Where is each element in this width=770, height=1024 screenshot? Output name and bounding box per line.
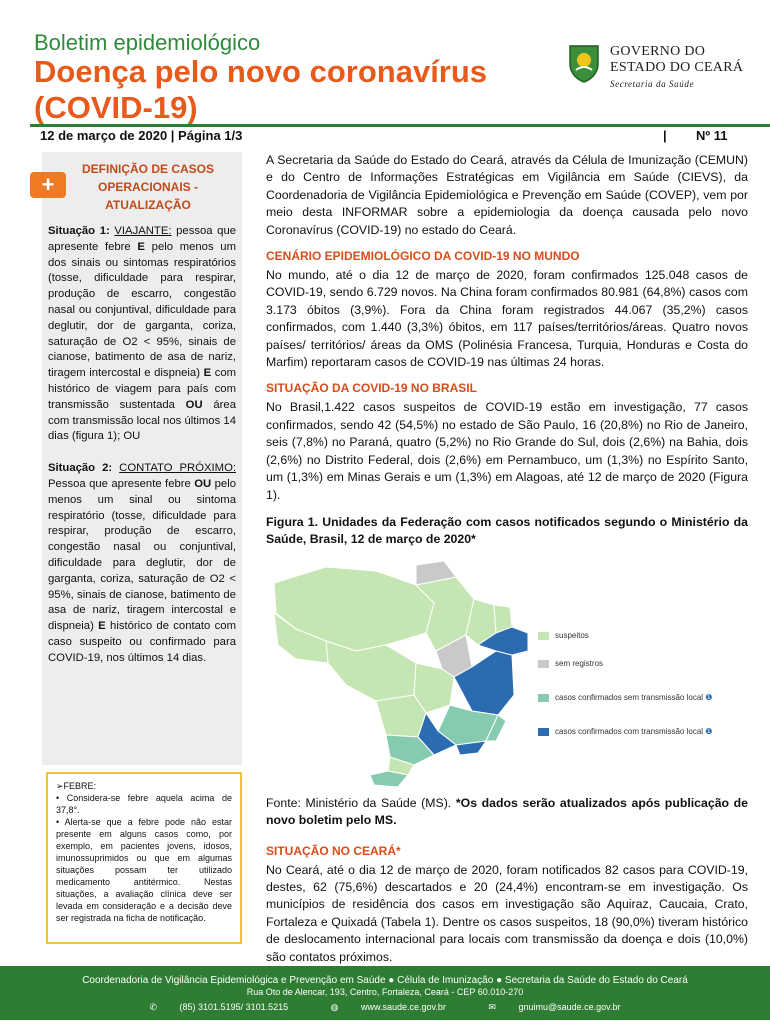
legend-item-com-transmissao: [538, 727, 758, 736]
situation-1-text-e: com histórico de viagem para país com transmissão sustentada: [48, 367, 237, 411]
map-region-mato-grosso-sul: [376, 695, 426, 737]
situation-2-term: CONTATO PRÓXIMO:: [119, 462, 236, 475]
gov-line1: GOVERNO DO: [610, 44, 706, 59]
figure-source: [266, 795, 748, 830]
situation-1-text-c: pelo menos um dos sinais ou sintomas respiratórios (tosse, dificuldade para respirar, produção de escarro, congestão nasal ou conjuntival, dificuldade para deglutir, dor de garganta, coriza, saturação de O2 < 95%, sinais de cianose, batimento de asa de nariz, tiragem intercostal e dispneia): [48, 240, 237, 380]
intro-paragraph: A Secretaria da Saúde do Estado do Ceará, através da Célula de Imunização (CEMUN) e do Centro de Informações Estratégicas em Vigilância em Saúde (CIEVS), da Coordenadoria de Vigilância Epidemiológica e Prevenção em Saúde (COVEP), vem por meio desta INFORMAR sobre a epidemiologia da doença causada pelo novo Coronavírus (COVID-19) no estado do Ceará.: [266, 153, 748, 237]
bulletin-number: Nº 11: [696, 128, 728, 143]
government-logo: [560, 40, 760, 90]
legend-swatch-sem-transmissao: [538, 694, 549, 702]
legend-label-com-transmissao: casos confirmados com transmissão local: [555, 726, 704, 736]
heading-ceara: SITUAÇÃO NO CEARÁ*: [266, 843, 401, 858]
site-text[interactable]: www.saude.ce.gov.br: [361, 1002, 446, 1012]
febre-item-2: • Alerta-se que a febre pode não estar presente em alguns casos como, por exemplo, em pacientes jovens, idosos, imunossuprimidos ou que em algumas situações possam ter utilizado medicamento antitérmico. Nestas situações, a avaliação clínica deve ser levada em consideração e a decisão deve ser registrada na ficha de notificação.: [56, 817, 232, 923]
world-paragraph: No mundo, até o dia 12 de março de 2020, foram confirmados 125.048 casos de COVID-19, sendo 6.729 novos. Na China foram confirmados 80.981 (64,8%) casos com 3.173 óbitos (3,9%). Fora da China foram registrados 44.067 (35,2%) casos confirmados, com 1.440 (3,3%) óbitos, em 117 países/territórios/áreas. Quatro novos países/ territórios/ áreas da OMS (Polinésia Francesa, Turquia, Honduras e Costa do Marfim) reportaram casos de COVID-19 nas últimas 24 horas.: [266, 268, 748, 370]
figure-source-a: Fonte: Ministério da Saúde (MS).: [266, 795, 452, 810]
email-text[interactable]: gnuimu@saude.ce.gov.br: [518, 1002, 621, 1012]
sidebar-title: DEFINIÇÃO DE CASOS OPERACIONAIS - ATUALIZAÇÃO: [81, 162, 214, 212]
page-title: Doença pelo novo coronavírus (COVID-19): [34, 54, 488, 125]
ceara-crest-icon: [566, 42, 602, 84]
info-icon: ❶: [705, 726, 713, 736]
legend-label-sem-transmissao: casos confirmados sem transmissão local: [555, 692, 704, 702]
figure-caption: Figura 1. Unidades da Federação com casos notificados segundo o Ministério da Saúde, Brasil, 12 de março de 2020*: [266, 514, 748, 547]
legend-label-sem-registros: sem registros: [555, 658, 604, 668]
footer-line1: Coordenadoria de Vigilância Epidemiológica e Prevenção em Saúde ● Célula de Imunização ● Secretaria da Saúde do Estado do Ceará: [82, 975, 688, 986]
legend-label-suspeitos: suspeitos: [555, 630, 589, 640]
legend-item-sem-transmissao: [538, 693, 758, 702]
dateline-separator: |: [663, 128, 667, 143]
situation-2-text-a: Pessoa que apresente febre: [48, 477, 191, 490]
heading-brasil: SITUAÇÃO DA COVID-19 NO BRASIL: [266, 381, 477, 396]
phone-icon: ✆: [149, 1002, 158, 1012]
email-icon: ✉: [488, 1002, 496, 1012]
situation-2-label: Situação 2:: [48, 462, 113, 475]
footer-bar: [0, 966, 770, 1020]
phone-contact: [139, 1002, 298, 1012]
main-column: [266, 152, 748, 966]
legend-swatch-suspeitos: [538, 632, 549, 640]
brazil-map: [266, 555, 536, 787]
globe-icon: ◍: [330, 1002, 339, 1012]
map-region-rio-grande-sul: [370, 771, 408, 787]
figure-source-b: *Os dados serão atualizados após publicação de novo boletim pelo MS.: [266, 795, 749, 828]
situation-1-text-a: pessoa que apresente febre: [48, 225, 237, 253]
situation-1-text-g: área com transmissão local nos últimos 14 dias (figura 1); OU: [48, 398, 236, 443]
brasil-paragraph: No Brasil,1.422 casos suspeitos de COVID-19 estão em investigação, 77 casos confirmados, sendo 42 (54,5%) no estado de São Paulo, 16 (20,8%) no Rio de Janeiro, seis (7,8%) no Paraná, quatro (5,2%) no Rio Grande do Sul, dois (2,6%) na Bahia, dois (2,6%) no Distrito Federal, dois (2,6%) em Pernambuco, um (1,3%) no Espírito Santo, um (1,3%) em Minas Gerais e um (1,3%) em Alagoas, até 12 de março de 2020 (Figura 1).: [266, 400, 748, 502]
situation-1-text-d: E: [203, 367, 212, 380]
heading-world: CENÁRIO EPIDEMIOLÓGICO DA COVID-19 NO MUNDO: [266, 249, 580, 264]
info-icon: ❶: [705, 692, 713, 702]
situation-1-label: Situação 1:: [48, 225, 110, 237]
situation-1-text-f: OU: [185, 398, 203, 411]
plus-icon: +: [30, 172, 66, 198]
brazil-map-figure: [266, 555, 748, 787]
febre-item-1: • Considera-se febre aquela acima de 37,8°.: [56, 793, 232, 815]
legend-item-sem-registros: [538, 659, 758, 668]
gov-line3: Secretaria da Saúde: [610, 79, 695, 89]
situation-2-text-d: E: [98, 620, 106, 633]
footer-line2: Rua Oto de Alencar, 193, Centro, Fortaleza, Ceará - CEP 60.010-270: [246, 987, 524, 997]
case-definition-sidebar: [42, 152, 242, 765]
map-region-mato-grosso: [326, 641, 416, 701]
situation-2-text-b: OU: [194, 477, 212, 490]
gov-line2: ESTADO DO CEARÁ: [610, 60, 744, 75]
situation-1-text-b: E: [137, 240, 145, 253]
situation-1-term: VIAJANTE:: [114, 225, 172, 237]
bulletin-date: 12 de março de 2020 | Página 1/3: [40, 128, 243, 143]
situation-2-text-e: histórico de contato com caso suspeito ou confirmado para COVID-19, nos últimos 14 dias.: [48, 620, 236, 664]
legend-item-suspeitos: [538, 631, 758, 640]
site-contact[interactable]: [321, 1002, 456, 1012]
legend-swatch-com-transmissao: [538, 728, 549, 736]
febre-title-text: FEBRE:: [63, 781, 97, 791]
legend-swatch-sem-registros: [538, 660, 549, 668]
email-contact[interactable]: [478, 1002, 630, 1012]
dateline: [30, 124, 770, 144]
ceara-paragraph: No Ceará, até o dia 12 de março de 2020, foram notificados 82 casos para COVID-19, destes, 62 (75,6%) descartados e 20 (24,4%) encontram-se em investigação. Os municípios de residência dos casos em investigação são Aquiraz, Caucaia, Crato, Fortaleza e Quixadá (Tabela 1). Dentre os casos suspeitos, 18 (90,0%) tiveram histórico de deslocamento internacional para locais com transmissão da doença e dois (10,0%) são contatos próximos.: [266, 862, 748, 964]
febre-box: [46, 772, 242, 944]
phone-text: (85) 3101.5195/ 3101.5215: [179, 1002, 289, 1012]
header-subtitle: Boletim epidemiológico: [34, 30, 261, 55]
situation-1: [48, 224, 236, 445]
footer-contacts: [0, 1002, 770, 1013]
situation-2-text-c: pelo menos um sinal ou sintoma respiratório (tosse, dificuldade para respirar, produção de escarro, congestão nasal ou conjuntival, dificuldade para deglutir, dor de garganta, coriza, saturação de O2 < 95%, sinais de cianose, batimento de asa de nariz, tiragem intercostal e dispneia): [48, 477, 236, 633]
situation-2: [48, 461, 236, 666]
febre-title: ➢FEBRE:: [56, 781, 97, 791]
